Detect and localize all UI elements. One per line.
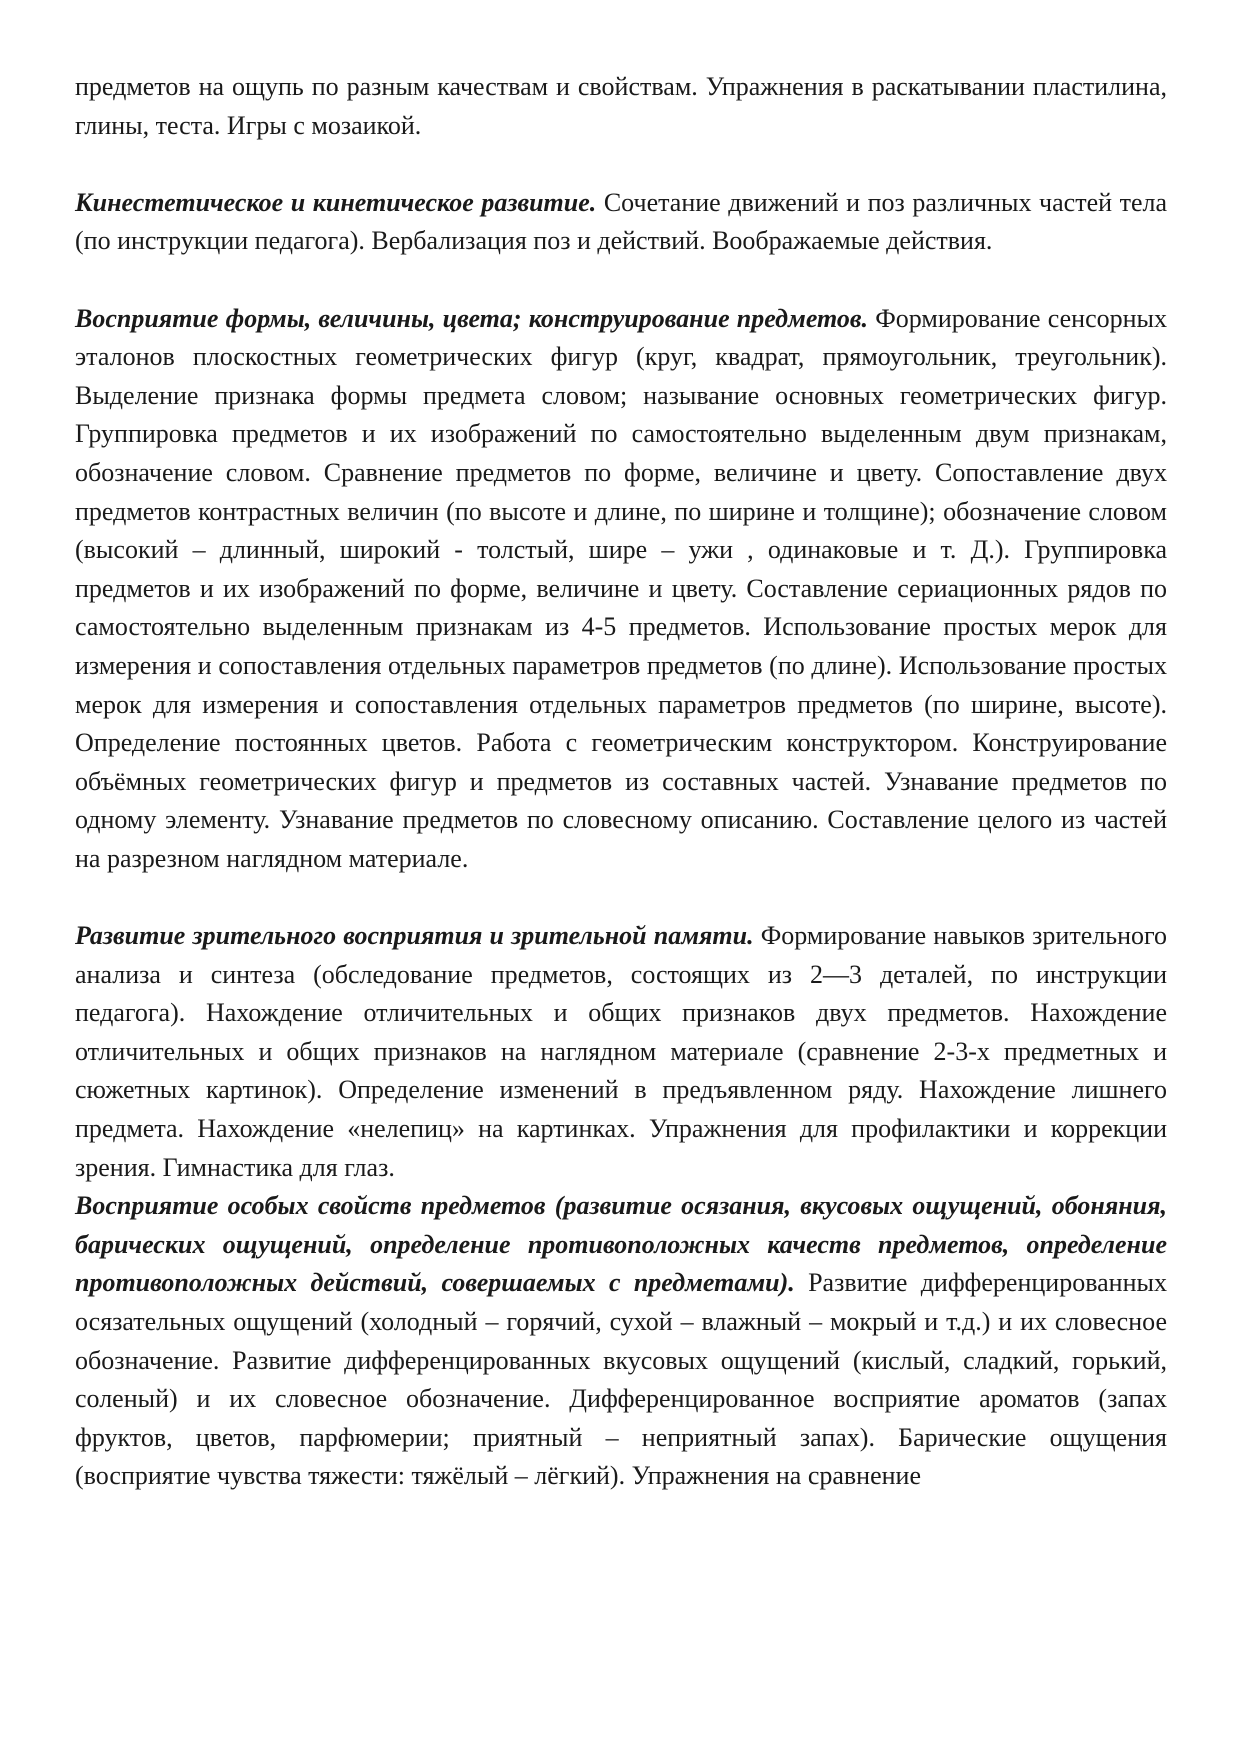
document-page [75,68,1167,1496]
paragraph-text: предметов на ощупь по разным качествам и свойствам. Упражнения в раскатывании пластилина, глины, теста. Игры с мозаикой. [75,72,1167,140]
section-heading: Кинестетическое и кинетическое развитие. [75,187,597,217]
paragraph-form-perception [75,300,1167,879]
paragraph-text: Развитие дифференцированных осязательных ощущений (холодный – горячий, сухой – влажный – мокрый и т.д.) и их словесное обозначение. Развитие дифференцированных вкусовых ощущений (кислый, сладкий, горький, соленый) и их словесное обозначение. Дифференцированное восприятие ароматов (запах фруктов, цветов, парфюмерии; приятный – неприятный запах). Барические ощущения (восприятие чувства тяжести: тяжёлый – лёгкий). Упражнения на сравнение [75,1268,1167,1491]
section-heading: Восприятие особых свойств предметов (развитие осязания, вкусовых ощущений, обоняния, барических ощущений, определение противоположных качеств предметов, определение противоположных действий, совершаемых с предметами). [75,1191,1167,1298]
paragraph-text: Формирование навыков зрительного анализа и синтеза (обследование предметов, состоящих из 2—3 деталей, по инструкции педагога). Нахождение отличительных и общих признаков двух предметов. Нахождение отличительных и общих признаков на наглядном материале (сравнение 2-3-х предметных и сюжетных картинок). Определение изменений в предъявленном ряду. Нахождение лишнего предмета. Нахождение «нелепиц» на картинках. Упражнения для профилактики и коррекции зрения. Гимнастика для глаз. [75,921,1167,1182]
paragraph-tactile-continuation [75,68,1167,145]
paragraph-text: Формирование сенсорных эталонов плоскостных геометрических фигур (круг, квадрат, прямоугольник, треугольник). Выделение признака формы предмета словом; называние основных геометрических фигур. Группировка предметов и их изображений по самостоятельно выделенным двум признакам, обозначение словом. Сравнение предметов по форме, величине и цвету. Сопоставление двух предметов контрастных величин (по высоте и длине, по ширине и толщине); обозначение словом (высокий – длинный, широкий - толстый, шире – ужи , одинаковые и т. Д.). Группировка предметов и их изображений по форме, величине и цвету. Составление сериационных рядов по самостоятельно выделенным признакам из 4-5 предметов. Использование простых мерок для измерения и сопоставления отдельных параметров предметов (по длине). Использование простых мерок для измерения и сопоставления отдельных параметров предметов (по ширине, высоте). Определение постоянных цветов. Работа с геометрическим конструктором. Конструирование объёмных геометрических фигур и предметов из составных частей. Узнавание предметов по одному элементу. Узнавание предметов по словесному описанию. Составление целого из частей на разрезном наглядном материале. [75,303,1167,873]
section-heading: Развитие зрительного восприятия и зрительной памяти. [75,921,754,951]
paragraph-visual-perception [75,917,1167,1187]
paragraph-kinesthetic [75,184,1167,261]
paragraph-text: Сочетание движений и поз различных частей тела (по инструкции педагога). Вербализация поз и действий. Воображаемые действия. [75,187,1168,256]
section-heading: Восприятие формы, величины, цвета; конструирование предметов. [75,303,869,333]
paragraph-special-properties [75,1187,1167,1496]
